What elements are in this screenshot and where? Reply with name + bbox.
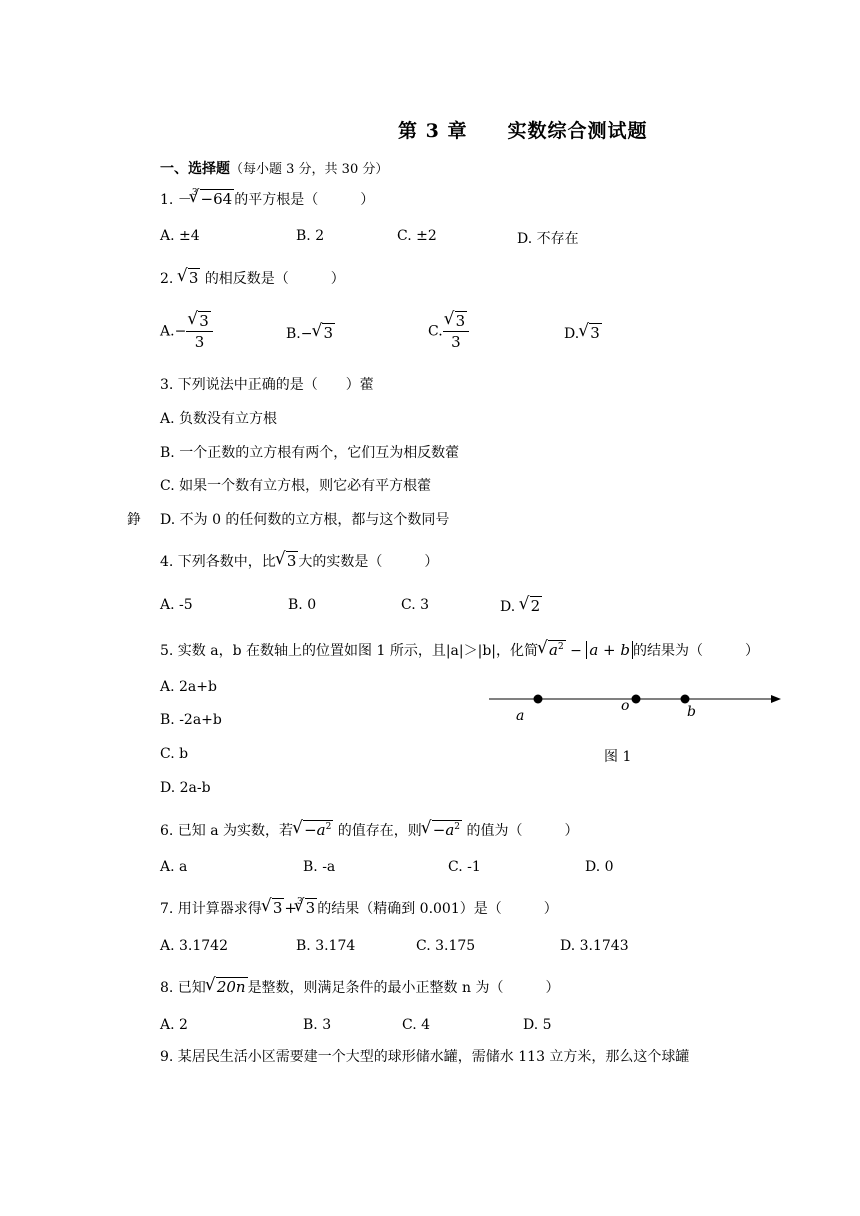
question-6: 6. 已知 a 为实数，若√ $-a^2$ 的值存在，则√ $-a^2$ 的值为（ ） — [160, 820, 578, 840]
q4-option-b[interactable]: B. 0 — [288, 597, 317, 613]
q5-option-c[interactable]: C. b — [160, 746, 189, 762]
q7-option-b[interactable]: B. 3.174 — [296, 938, 356, 954]
label-b: b — [687, 704, 696, 720]
q3-option-c[interactable]: C. 如果一个数有立方根，则它必有平方根藿 — [160, 478, 432, 494]
point-o — [632, 695, 641, 704]
question-2-suffix: 的相反数是（ ） — [204, 271, 345, 287]
abs-expression: a + b — [586, 641, 633, 659]
q8-option-d[interactable]: D. 5 — [523, 1017, 552, 1033]
q1-option-a[interactable]: A. ±4 — [160, 228, 200, 244]
q4-option-c[interactable]: C. 3 — [401, 597, 430, 613]
q4-option-d[interactable]: D. √ 2 — [500, 597, 542, 615]
section-note: （每小题 3 分，共 30 分） — [230, 162, 389, 177]
question-7: 7. 用计算器求得√ 3 +$^3$√ 3 的结果（精确到 0.001）是（ ） — [160, 898, 558, 918]
question-2 — [160, 268, 345, 288]
question-2-prefix: 2. — [160, 271, 174, 287]
q8-option-c[interactable]: C. 4 — [402, 1017, 431, 1033]
q2-option-d[interactable]: D.√ 3 — [564, 324, 602, 342]
root-index: 3 — [191, 188, 198, 198]
q2-option-a[interactable]: A.− √ $\frac{3}{3}$ — [160, 312, 213, 351]
number-line-figure — [485, 688, 785, 728]
sqrt-a-squared: √ $a^2$ — [538, 641, 566, 659]
q3-option-b[interactable]: B. 一个正数的立方根有两个，它们互为相反数藿 — [160, 445, 460, 461]
label-o: o — [621, 698, 630, 714]
q8-option-a[interactable]: A. 2 — [160, 1017, 188, 1033]
question-5: 5. 实数 a，b 在数轴上的位置如图 1 所示，且|a|＞|b|，化简√ $a^2 - a + b$ 的结果为（ ） — [160, 640, 759, 660]
figure-caption: 图 1 — [604, 749, 632, 765]
point-b — [681, 695, 690, 704]
sqrt-expression: √ 20n — [206, 978, 248, 996]
section-title: 一、选择题 — [160, 161, 230, 177]
sqrt-neg-a-squared: √ $-a^2$ — [293, 821, 333, 839]
radicand: −64 — [200, 190, 233, 208]
q3-option-d[interactable]: D. 不为 0 的任何数的立方根，都与这个数同号 — [160, 512, 450, 528]
q2-option-b[interactable]: B.−√ 3 — [286, 324, 335, 342]
question-1-prefix: 1. － — [160, 192, 192, 208]
section-heading — [160, 158, 388, 178]
q6-option-a[interactable]: A. a — [160, 859, 188, 875]
q7-option-c[interactable]: C. 3.175 — [416, 938, 476, 954]
cube-root-expression — [192, 190, 234, 208]
sqrt-expression: √ 3 — [276, 552, 299, 570]
q3-option-a[interactable]: A. 负数没有立方根 — [160, 411, 278, 427]
q7-option-d[interactable]: D. 3.1743 — [560, 938, 629, 954]
sqrt-expression: √ 3 — [178, 269, 201, 287]
q4-option-a[interactable]: A. -5 — [160, 597, 193, 613]
question-8: 8. 已知√ 20n 是整数，则满足条件的最小正整数 n 为（ ） — [160, 977, 559, 997]
question-9: 9. 某居民生活小区需要建一个大型的球形储水罐，需储水 113 立方米，那么这个球罐 — [160, 1049, 690, 1065]
q1-option-c[interactable]: C. ±2 — [397, 228, 437, 244]
q1-option-b[interactable]: B. 2 — [296, 228, 325, 244]
page-title: 第 3 章 实数综合测试题 — [398, 120, 648, 142]
margin-mark: 錚 — [127, 512, 141, 528]
point-a — [534, 695, 543, 704]
q8-option-b[interactable]: B. 3 — [303, 1017, 332, 1033]
question-4: 4. 下列各数中，比√ 3 大的实数是（ ） — [160, 551, 438, 571]
q5-option-d[interactable]: D. 2a-b — [160, 780, 211, 796]
q5-option-b[interactable]: B. -2a+b — [160, 712, 222, 728]
q2-option-c[interactable]: C. √ $\frac{3}{3}$ — [428, 312, 469, 351]
q1-option-d[interactable]: D. 不存在 — [517, 231, 579, 247]
q7-option-a[interactable]: A. 3.1742 — [160, 938, 228, 954]
sqrt-expression: √ 3 — [262, 899, 285, 917]
cube-root-expression: $^3$√ 3 — [297, 899, 317, 917]
arrow-icon — [771, 695, 781, 703]
q6-option-d[interactable]: D. 0 — [585, 859, 614, 875]
question-1 — [160, 189, 374, 209]
question-1-suffix: 的平方根是（ ） — [234, 192, 375, 208]
q6-option-b[interactable]: B. -a — [303, 859, 336, 875]
label-a: a — [516, 708, 525, 724]
question-3: 3. 下列说法中正确的是（ ）藿 — [160, 377, 374, 393]
q5-option-a[interactable]: A. 2a+b — [160, 679, 217, 695]
fraction: √ $\frac{3}{3}$ — [186, 312, 213, 351]
sqrt-neg-a-squared: √ $-a^2$ — [422, 821, 462, 839]
q6-option-c[interactable]: C. -1 — [448, 859, 481, 875]
fraction: √ $\frac{3}{3}$ — [443, 312, 470, 351]
